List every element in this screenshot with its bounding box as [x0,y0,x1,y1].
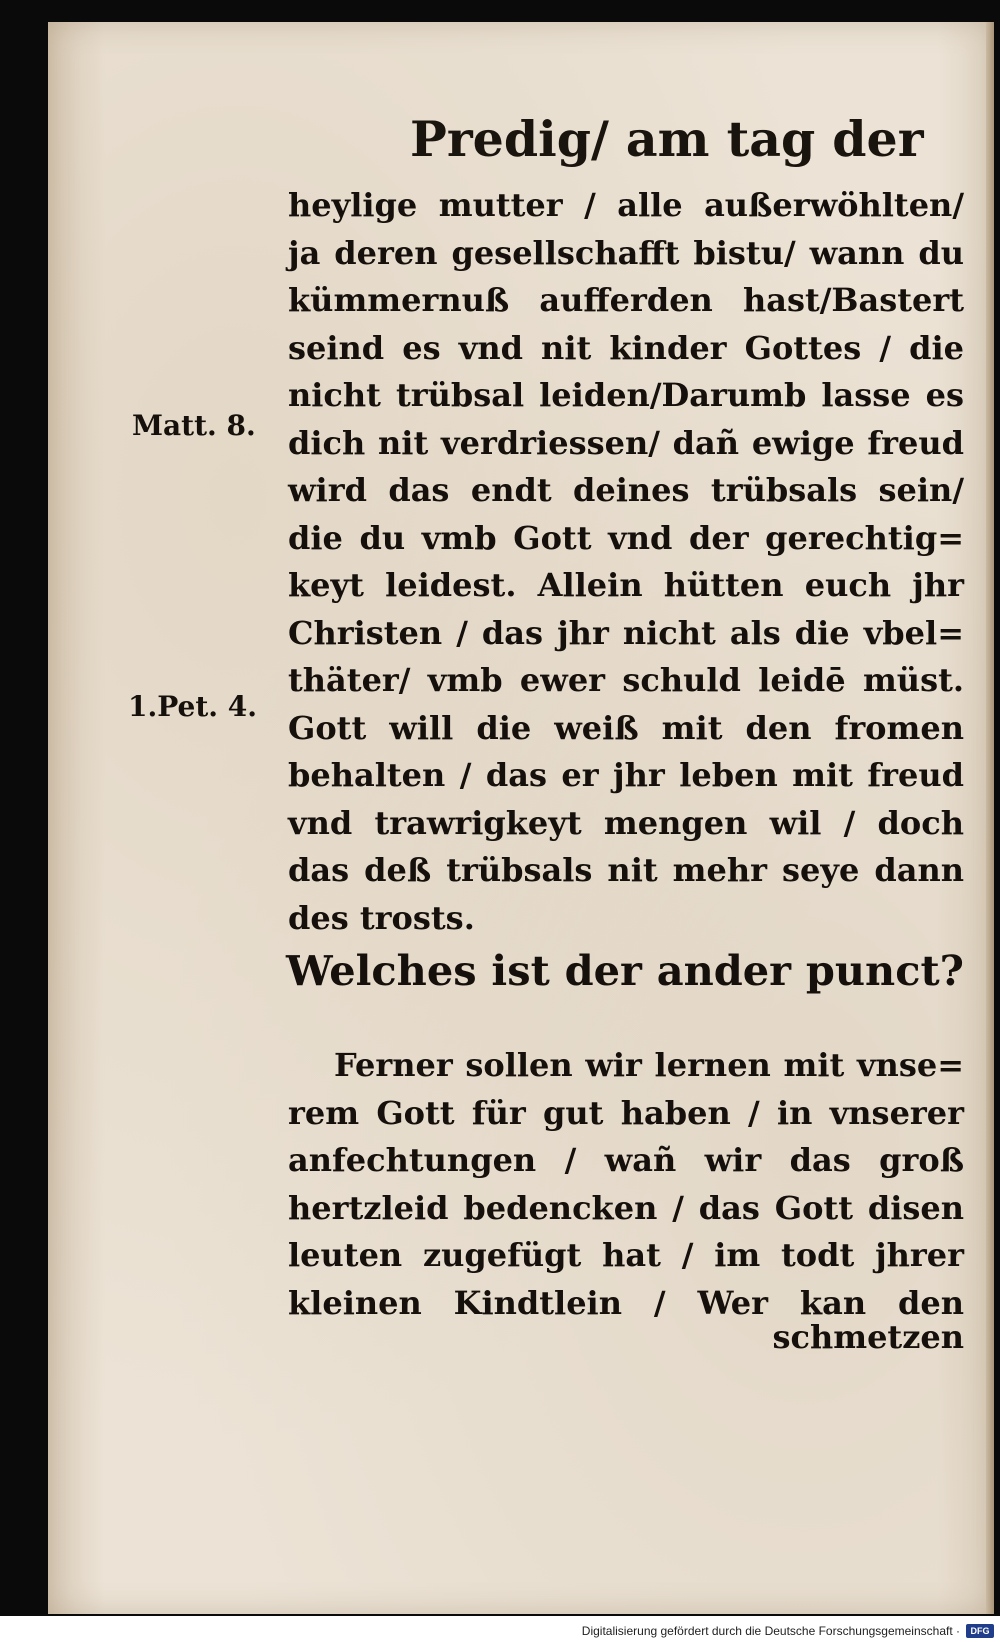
text-line: vnd trawrigkeyt mengen wil / doch [288,803,964,842]
paragraph-2 [288,1042,964,1327]
text-line: rem Gott für gut haben / in vnserer [288,1093,964,1132]
text-line: des trosts. [288,898,475,937]
text-line: Gott will die weiß mit den fromen [288,708,964,747]
text-line: seind es vnd nit kinder Gottes / die [288,328,964,367]
running-head: Predig/ am tag der [410,110,924,168]
margin-note-pet: 1.Pet. 4. [128,690,258,723]
text-line: kümmernuß aufferden hast/Bastert [288,281,964,319]
text-line: hertzleid bedencken / das Gott disen [288,1188,964,1227]
text-line: keyt leidest. Allein hütten euch jhr [288,566,964,604]
footer-bar [0,1616,1000,1642]
dfg-logo: DFG [966,1624,994,1638]
text-line: behalten / das er jhr leben mit freud [288,756,964,794]
text-line: anfechtungen / wañ wir das groß [288,1141,964,1179]
text-line: heylige mutter / alle außerwöhlten/ [288,186,964,224]
text-line: dich nit verdriessen/ dañ ewige freud [288,423,964,462]
text-line: thäter/ vmb ewer schuld leidē müst. [288,661,964,699]
margin-note-matt: Matt. 8. [132,409,256,442]
paragraph-1 [288,182,964,942]
text-line: Ferner sollen wir lernen mit vnse= [334,1046,964,1084]
text-line: die du vmb Gott vnd der gerechtig= [288,518,964,557]
text-line: kleinen Kindtlein / Wer kan den [288,1283,964,1322]
section-heading: Welches ist der ander punct? [286,946,964,995]
text-line: nicht trübsal leiden/Darumb lasse es [288,376,964,414]
text-line: leuten zugefügt hat / im todt jhrer [288,1236,964,1274]
text-line: das deß trübsals nit mehr seye dann [288,851,964,889]
text-line: wird das endt deines trübsals sein/ [288,471,964,509]
page-edge [986,22,994,1614]
catchword: schmetzen [772,1318,964,1356]
footer-credit: Digitalisierung gefördert durch die Deutsche Forschungsgemeinschaft · [581,1624,960,1638]
text-line: ja deren gesellschafft bistu/ wann du [288,233,964,272]
text-line: Christen / das jhr nicht als die vbel= [288,613,964,652]
